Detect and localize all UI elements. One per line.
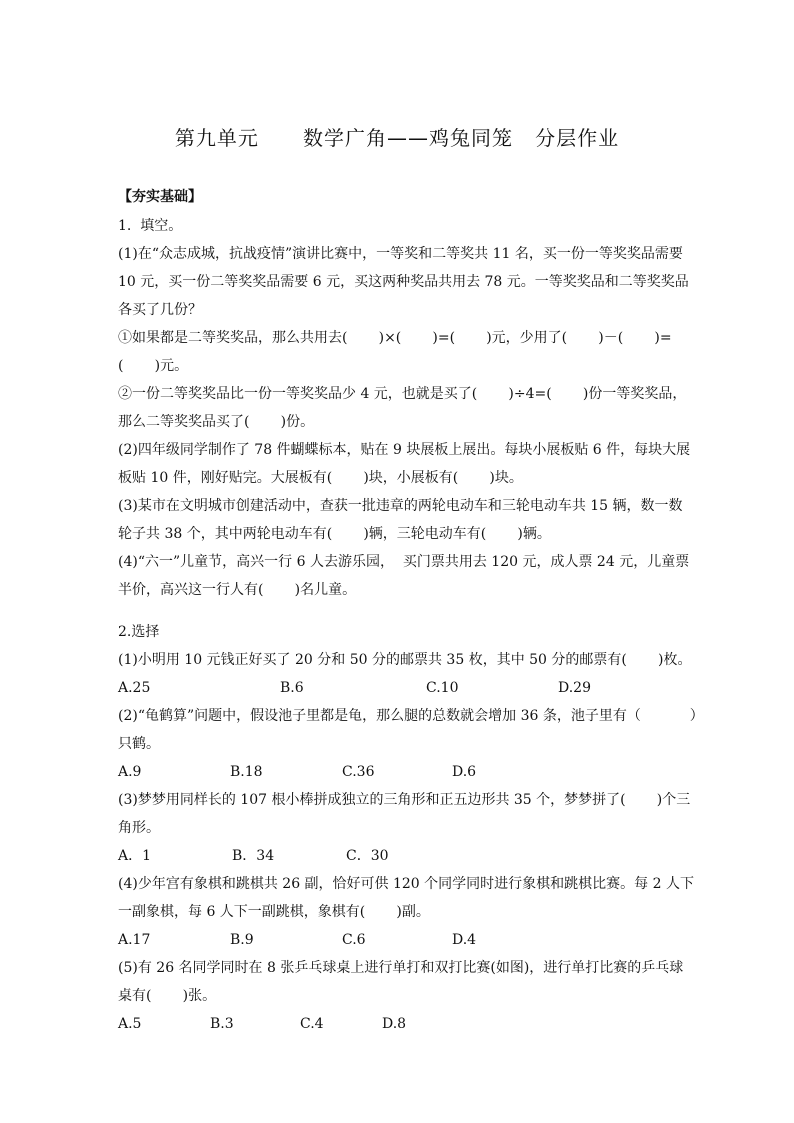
question-line: 只鹤。 (118, 736, 160, 752)
question-line: (2)四年级同学制作了 78 件蝴蝶标本，贴在 9 块展板上展出。每块小展板贴 6 件，每块大展 (118, 442, 691, 458)
option-a: A.25 (118, 680, 151, 696)
question-line: 桌有( )张。 (118, 988, 217, 1004)
option-d: D.29 (558, 680, 591, 696)
option-c: C.10 (426, 680, 459, 696)
options-row (118, 758, 678, 786)
option-b: B.9 (230, 932, 254, 948)
option-d: D.8 (382, 1016, 407, 1032)
question-heading: 1. 填空。 (118, 218, 183, 234)
question-line: 10 元，买一份二等奖奖品需要 6 元，买这两种奖品共用去 78 元。一等奖奖品和二等奖奖品 (118, 274, 689, 290)
section-label: 【夯实基础】 (118, 189, 202, 205)
question-line: 轮子共 38 个，其中两轮电动车有( )辆，三轮电动车有( )辆。 (118, 526, 551, 542)
question-heading: 2.选择 (118, 624, 160, 640)
option-b: B．34 (232, 848, 275, 864)
question-line: (1)小明用 10 元钱正好买了 20 分和 50 分的邮票共 35 枚，其中 50 分的邮票有( )枚。 (118, 652, 692, 668)
option-d: D.6 (452, 764, 477, 780)
question-line: 各买了几份？ (118, 302, 202, 318)
options-row (118, 674, 678, 702)
option-a: A.9 (118, 764, 142, 780)
options-row (118, 842, 678, 870)
question-line: (1)在“众志成城，抗战疫情”演讲比赛中，一等奖和二等奖共 11 名，买一份一等奖奖品需要 (118, 246, 683, 262)
option-b: B.3 (210, 1016, 234, 1032)
question-line: 板贴 10 件，刚好贴完。大展板有( )块，小展板有( )块。 (118, 470, 523, 486)
question-line: 一副象棋，每 6 人下一副跳棋，象棋有( )副。 (118, 904, 430, 920)
question-line: (3)梦梦用同样长的 107 根小棒拼成独立的三角形和正五边形共 35 个，梦梦拼了( )个三 (118, 792, 691, 808)
option-c: C.6 (342, 932, 366, 948)
question-line: 角形。 (118, 820, 160, 836)
option-a: A.5 (118, 1016, 142, 1032)
option-c: C.4 (300, 1016, 324, 1032)
question-line: ( )元。 (118, 358, 189, 374)
question-line: (4)少年宫有象棋和跳棋共 26 副，恰好可供 120 个同学同时进行象棋和跳棋比赛。每 2 人下 (118, 876, 694, 892)
option-b: B.6 (280, 680, 304, 696)
question-line: ②一份二等奖奖品比一份一等奖奖品少 4 元，也就是买了( )÷4=( )份一等奖奖品， (118, 386, 687, 402)
question-line: (3)某市在文明城市创建活动中，查获一批违章的两轮电动车和三轮电动车共 15 辆，数一数 (118, 498, 683, 514)
question-line: 那么二等奖奖品买了( )份。 (118, 414, 315, 430)
question-line: ①如果都是二等奖奖品，那么共用去( )×( )=( )元，少用了( )－( )= (118, 330, 672, 346)
page-title: 第九单元 数学广角——鸡兔同笼 分层作业 (174, 126, 620, 150)
question-line: 半价，高兴这一行人有( )名儿童。 (118, 582, 357, 598)
option-c: C.36 (342, 764, 375, 780)
question-line: (4)“六一”儿童节，高兴一行 6 人去游乐园， 买门票共用去 120 元，成人票 24 元，儿童票 (118, 554, 690, 570)
question-line: (2)“龟鹤算”问题中，假设池子里都是龟，那么腿的总数就会增加 36 条，池子里有（ ） (118, 708, 704, 724)
option-c: C．30 (346, 848, 389, 864)
option-a: A.17 (118, 932, 151, 948)
question-1 (118, 212, 691, 604)
option-b: B.18 (230, 764, 263, 780)
option-a: A．1 (118, 848, 152, 864)
options-row (118, 926, 678, 954)
question-line: (5)有 26 名同学同时在 8 张乒乓球桌上进行单打和双打比赛(如图)，进行单打比赛的乒乓球 (118, 960, 684, 976)
options-row (118, 1010, 678, 1038)
question-2 (118, 618, 704, 1038)
option-d: D.4 (452, 932, 477, 948)
